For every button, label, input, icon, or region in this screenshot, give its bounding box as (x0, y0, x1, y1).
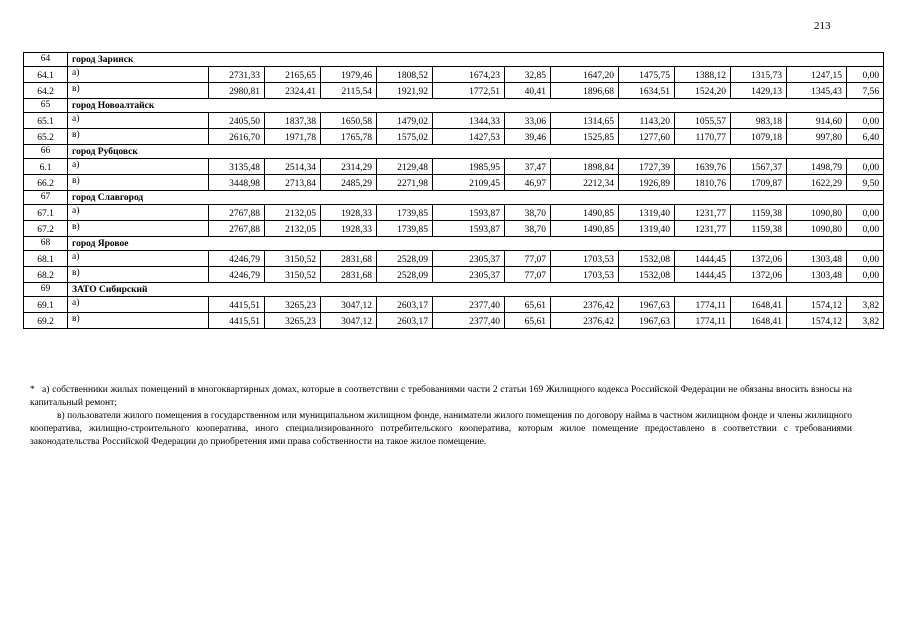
value-cell: 1170,77 (675, 129, 731, 145)
row-label: в) (68, 267, 209, 283)
value-cell: 1159,38 (731, 205, 787, 221)
value-cell: 2377,40 (433, 297, 505, 313)
value-cell: 1674,23 (433, 67, 505, 83)
row-label: в) (68, 313, 209, 329)
value-cell: 2305,37 (433, 251, 505, 267)
table-row (24, 159, 884, 175)
value-cell: 1967,63 (619, 313, 675, 329)
footnote-marker: * (30, 385, 35, 395)
value-cell: 40,41 (505, 83, 551, 99)
value-cell: 32,85 (505, 67, 551, 83)
value-cell: 3,82 (847, 313, 884, 329)
value-cell: 1303,48 (787, 267, 847, 283)
value-cell: 1498,79 (787, 159, 847, 175)
value-cell: 1709,87 (731, 175, 787, 191)
value-cell: 4246,79 (209, 251, 265, 267)
table-row (24, 221, 884, 237)
value-cell: 2324,41 (265, 83, 321, 99)
value-cell: 2165,65 (265, 67, 321, 83)
group-name: город Яровое (68, 237, 884, 251)
value-cell: 1648,41 (731, 297, 787, 313)
value-cell: 2616,70 (209, 129, 265, 145)
value-cell: 914,60 (787, 113, 847, 129)
value-cell: 7,56 (847, 83, 884, 99)
value-cell: 2129,48 (377, 159, 433, 175)
row-label: в) (68, 175, 209, 191)
value-cell: 1898,84 (551, 159, 619, 175)
value-cell: 1345,43 (787, 83, 847, 99)
footnote-v-text: в) пользователи жилого помещения в государственном или муниципальном жилищном фонде, наниматели жилого помещения по договору найма в частном жилищном фонде и члены жилищного кооператива, жилищно-строительного кооператива, иного специализированного потребительского кооператива, которым жилое помещение предоставлено в соответствии с требованиями законодательства Российской Федерации до приобретения ими права собственности на такое жилое помещение. (30, 411, 852, 447)
value-cell: 3448,98 (209, 175, 265, 191)
value-cell: 2109,45 (433, 175, 505, 191)
value-cell: 1090,80 (787, 205, 847, 221)
value-cell: 1639,76 (675, 159, 731, 175)
value-cell: 2115,54 (321, 83, 377, 99)
value-cell: 1928,33 (321, 205, 377, 221)
group-header-row (24, 53, 884, 67)
group-name: город Заринск (68, 53, 884, 67)
value-cell: 3265,23 (265, 297, 321, 313)
row-number: 69.1 (24, 297, 68, 313)
value-cell: 2314,29 (321, 159, 377, 175)
group-number: 67 (24, 191, 68, 205)
value-cell: 2603,17 (377, 297, 433, 313)
value-cell: 1837,38 (265, 113, 321, 129)
group-number: 69 (24, 283, 68, 297)
value-cell: 1532,08 (619, 251, 675, 267)
value-cell: 1372,06 (731, 267, 787, 283)
value-cell: 2514,34 (265, 159, 321, 175)
value-cell: 1574,12 (787, 297, 847, 313)
value-cell: 1524,20 (675, 83, 731, 99)
value-cell: 1479,02 (377, 113, 433, 129)
value-cell: 1315,73 (731, 67, 787, 83)
group-name: ЗАТО Сибирский (68, 283, 884, 297)
footnote (30, 384, 852, 449)
value-cell: 2528,09 (377, 251, 433, 267)
row-number: 68.2 (24, 267, 68, 283)
row-label: а) (68, 205, 209, 221)
table-body (24, 53, 884, 329)
value-cell: 65,61 (505, 297, 551, 313)
value-cell: 0,00 (847, 205, 884, 221)
value-cell: 1567,37 (731, 159, 787, 175)
value-cell: 2485,29 (321, 175, 377, 191)
value-cell: 2405,50 (209, 113, 265, 129)
value-cell: 1090,80 (787, 221, 847, 237)
group-name: город Новоалтайск (68, 99, 884, 113)
value-cell: 2731,33 (209, 67, 265, 83)
row-label: а) (68, 159, 209, 175)
value-cell: 1727,39 (619, 159, 675, 175)
value-cell: 3135,48 (209, 159, 265, 175)
value-cell: 2132,05 (265, 205, 321, 221)
value-cell: 1739,85 (377, 221, 433, 237)
row-number: 68.1 (24, 251, 68, 267)
group-header-row (24, 145, 884, 159)
value-cell: 1739,85 (377, 205, 433, 221)
value-cell: 1532,08 (619, 267, 675, 283)
value-cell: 2767,88 (209, 205, 265, 221)
group-name: город Рубцовск (68, 145, 884, 159)
value-cell: 1303,48 (787, 251, 847, 267)
table-row (24, 267, 884, 283)
tariff-table (23, 52, 884, 329)
value-cell: 2713,84 (265, 175, 321, 191)
group-header-row (24, 283, 884, 297)
table-row (24, 251, 884, 267)
group-header-row (24, 237, 884, 251)
table-row (24, 129, 884, 145)
value-cell: 1634,51 (619, 83, 675, 99)
row-label: в) (68, 129, 209, 145)
group-header-row (24, 99, 884, 113)
row-number: 6.1 (24, 159, 68, 175)
value-cell: 2377,40 (433, 313, 505, 329)
footnote-v (30, 410, 852, 449)
table-row (24, 297, 884, 313)
value-cell: 2376,42 (551, 297, 619, 313)
footnote-a-text: а) собственники жилых помещений в многоквартирных домах, которые в соответствии с требованиями части 2 статьи 169 Жилищного кодекса Российской Федерации не обязаны вносить взносы на капитальный ремонт; (30, 385, 852, 408)
row-label: в) (68, 83, 209, 99)
value-cell: 37,47 (505, 159, 551, 175)
value-cell: 1928,33 (321, 221, 377, 237)
value-cell: 4246,79 (209, 267, 265, 283)
value-cell: 3047,12 (321, 313, 377, 329)
value-cell: 1772,51 (433, 83, 505, 99)
value-cell: 1765,78 (321, 129, 377, 145)
value-cell: 6,40 (847, 129, 884, 145)
value-cell: 1429,13 (731, 83, 787, 99)
value-cell: 1231,77 (675, 205, 731, 221)
value-cell: 2980,81 (209, 83, 265, 99)
value-cell: 1774,11 (675, 313, 731, 329)
value-cell: 2831,68 (321, 251, 377, 267)
page-number: 213 (814, 20, 831, 32)
group-number: 64 (24, 53, 68, 67)
value-cell: 39,46 (505, 129, 551, 145)
row-label: а) (68, 251, 209, 267)
value-cell: 0,00 (847, 159, 884, 175)
value-cell: 1319,40 (619, 221, 675, 237)
table-row (24, 175, 884, 191)
value-cell: 38,70 (505, 221, 551, 237)
value-cell: 3150,52 (265, 267, 321, 283)
table-row (24, 67, 884, 83)
group-header-row (24, 191, 884, 205)
value-cell: 1703,53 (551, 251, 619, 267)
value-cell: 9,50 (847, 175, 884, 191)
value-cell: 2376,42 (551, 313, 619, 329)
value-cell: 2528,09 (377, 267, 433, 283)
row-number: 64.2 (24, 83, 68, 99)
value-cell: 33,06 (505, 113, 551, 129)
value-cell: 4415,51 (209, 297, 265, 313)
value-cell: 1593,87 (433, 221, 505, 237)
value-cell: 1277,60 (619, 129, 675, 145)
row-label: а) (68, 113, 209, 129)
row-number: 69.2 (24, 313, 68, 329)
value-cell: 983,18 (731, 113, 787, 129)
value-cell: 1475,75 (619, 67, 675, 83)
value-cell: 1490,85 (551, 221, 619, 237)
value-cell: 4415,51 (209, 313, 265, 329)
table-row (24, 113, 884, 129)
row-number: 66.2 (24, 175, 68, 191)
row-label: а) (68, 67, 209, 83)
value-cell: 2271,98 (377, 175, 433, 191)
value-cell: 1055,57 (675, 113, 731, 129)
row-label: а) (68, 297, 209, 313)
table-row (24, 83, 884, 99)
group-number: 65 (24, 99, 68, 113)
value-cell: 1971,78 (265, 129, 321, 145)
value-cell: 1444,45 (675, 251, 731, 267)
table-row (24, 205, 884, 221)
value-cell: 38,70 (505, 205, 551, 221)
value-cell: 1344,33 (433, 113, 505, 129)
value-cell: 1525,85 (551, 129, 619, 145)
row-number: 64.1 (24, 67, 68, 83)
table-row (24, 313, 884, 329)
value-cell: 3,82 (847, 297, 884, 313)
value-cell: 0,00 (847, 113, 884, 129)
value-cell: 1575,02 (377, 129, 433, 145)
value-cell: 1231,77 (675, 221, 731, 237)
row-number: 65.1 (24, 113, 68, 129)
value-cell: 65,61 (505, 313, 551, 329)
value-cell: 2603,17 (377, 313, 433, 329)
value-cell: 0,00 (847, 67, 884, 83)
value-cell: 1648,41 (731, 313, 787, 329)
value-cell: 3150,52 (265, 251, 321, 267)
value-cell: 1427,53 (433, 129, 505, 145)
value-cell: 1647,20 (551, 67, 619, 83)
value-cell: 1143,20 (619, 113, 675, 129)
value-cell: 1574,12 (787, 313, 847, 329)
value-cell: 2831,68 (321, 267, 377, 283)
value-cell: 2212,34 (551, 175, 619, 191)
value-cell: 1703,53 (551, 267, 619, 283)
group-number: 68 (24, 237, 68, 251)
row-number: 67.1 (24, 205, 68, 221)
value-cell: 2132,05 (265, 221, 321, 237)
value-cell: 1774,11 (675, 297, 731, 313)
value-cell: 1921,92 (377, 83, 433, 99)
row-number: 67.2 (24, 221, 68, 237)
value-cell: 1810,76 (675, 175, 731, 191)
value-cell: 77,07 (505, 267, 551, 283)
value-cell: 1444,45 (675, 267, 731, 283)
value-cell: 1622,29 (787, 175, 847, 191)
value-cell: 1926,89 (619, 175, 675, 191)
value-cell: 997,80 (787, 129, 847, 145)
value-cell: 1319,40 (619, 205, 675, 221)
value-cell: 1979,46 (321, 67, 377, 83)
value-cell: 1159,38 (731, 221, 787, 237)
value-cell: 1985,95 (433, 159, 505, 175)
value-cell: 1372,06 (731, 251, 787, 267)
group-number: 66 (24, 145, 68, 159)
value-cell: 1388,12 (675, 67, 731, 83)
value-cell: 0,00 (847, 267, 884, 283)
value-cell: 0,00 (847, 221, 884, 237)
value-cell: 1593,87 (433, 205, 505, 221)
value-cell: 46,97 (505, 175, 551, 191)
value-cell: 3265,23 (265, 313, 321, 329)
value-cell: 1967,63 (619, 297, 675, 313)
group-name: город Славгород (68, 191, 884, 205)
row-label: в) (68, 221, 209, 237)
value-cell: 1247,15 (787, 67, 847, 83)
value-cell: 2305,37 (433, 267, 505, 283)
value-cell: 1808,52 (377, 67, 433, 83)
row-number: 65.2 (24, 129, 68, 145)
value-cell: 2767,88 (209, 221, 265, 237)
value-cell: 1314,65 (551, 113, 619, 129)
value-cell: 1490,85 (551, 205, 619, 221)
value-cell: 0,00 (847, 251, 884, 267)
value-cell: 77,07 (505, 251, 551, 267)
value-cell: 1650,58 (321, 113, 377, 129)
value-cell: 1079,18 (731, 129, 787, 145)
value-cell: 1896,68 (551, 83, 619, 99)
value-cell: 3047,12 (321, 297, 377, 313)
footnote-a (30, 384, 852, 410)
